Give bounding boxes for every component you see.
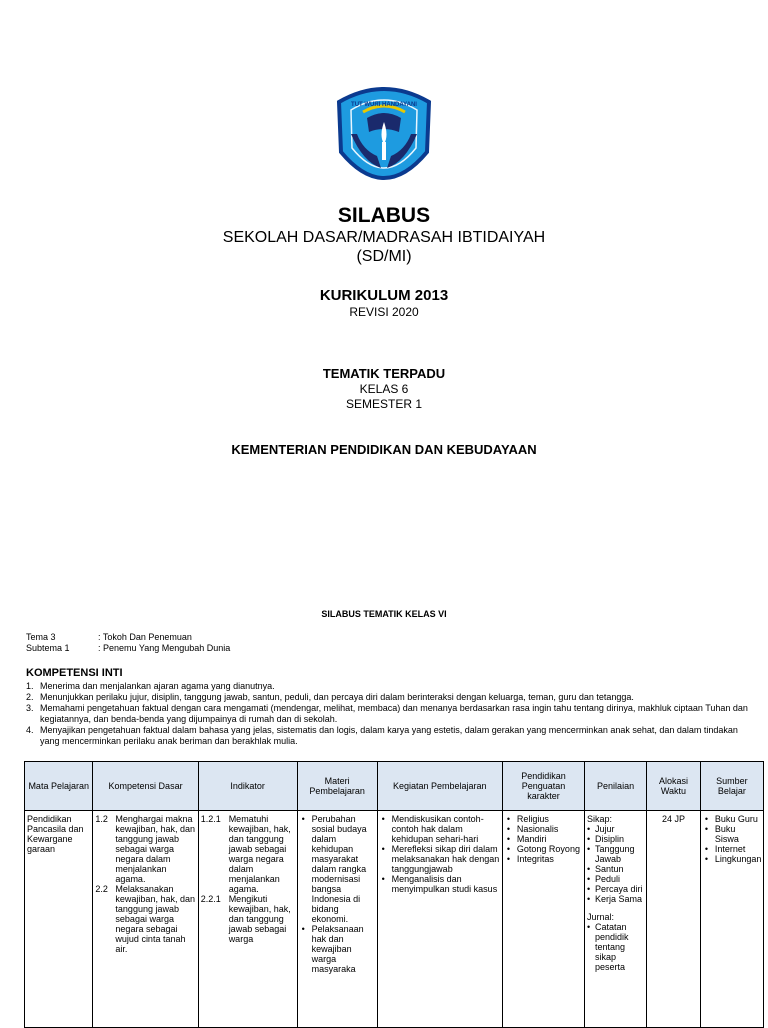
karakter-item: • Nasionalis <box>517 824 582 834</box>
kompetensi-inti-list <box>26 681 748 747</box>
cell-materi <box>297 811 377 1028</box>
materi-item: • Perubahan sosial budaya dalam kehidupan masyarakat dalam rangka modernisasi bangsa Indonesia di bidang ekonomi. <box>312 814 375 924</box>
cover-curriculum: KURIKULUM 2013 <box>319 287 449 304</box>
tema-value: : Tokoh Dan Penemuan <box>98 632 192 642</box>
cover-semester: SEMESTER 1 <box>345 397 423 411</box>
header-alokasi: Alokasi Waktu <box>647 762 701 811</box>
header-materi: Materi Pembelajaran <box>297 762 377 811</box>
karakter-item: • Religius <box>517 814 582 824</box>
header-kegiatan: Kegiatan Pembelajaran <box>377 762 502 811</box>
sumber-item: • Buku Guru <box>715 814 761 824</box>
penilaian-item: • Jujur <box>587 824 615 834</box>
penilaian-item: • Santun <box>587 864 624 874</box>
tema-label: Tema 3 <box>26 632 56 642</box>
cell-mapel: Pendidikan Pancasila dan Kewargane garaan <box>25 811 93 1028</box>
ki-number: 4. <box>26 725 34 735</box>
penilaian-text: Kerja Sama <box>595 894 643 904</box>
header-kompetensi-dasar: Kompetensi Dasar <box>93 762 198 811</box>
cell-kegiatan <box>377 811 502 1028</box>
kd-text: Melaksanakan kewajiban, hak, dan tanggung jawab sebagai warga negara sebagai wujud cinta tanah air. <box>115 884 195 954</box>
cell-sumber <box>700 811 763 1028</box>
ki-text: Menyajikan pengetahuan faktual dalam bahasa yang jelas, sistematis dan logis, dalam karya yang estetis, dalam gerakan yang mencerminkan anak sehat, dan dalam tindakan yang mencerminkan perilaku anak beriman dan berakhlak mulia. <box>40 725 738 746</box>
penilaian-text: Tanggung Jawab <box>595 844 635 864</box>
sumber-item: • Buku Siswa <box>715 824 761 844</box>
ki-number: 3. <box>26 703 34 713</box>
header-penilaian: Penilaian <box>585 762 647 811</box>
sumber-list <box>703 814 761 864</box>
penilaian-sikap-label: Sikap: <box>587 814 613 824</box>
cover-ministry: KEMENTERIAN PENDIDIKAN DAN KEBUDAYAAN <box>231 442 537 457</box>
penilaian-item: • Disiplin <box>587 834 625 844</box>
indikator-text: Mengikuti kewajiban, hak, dan tanggung jawab sebagai warga <box>228 894 291 944</box>
ki-item <box>26 703 748 725</box>
karakter-item: • Integritas <box>517 854 582 864</box>
penilaian-text: Catatan pendidik tentang sikap peserta <box>595 922 629 972</box>
ki-number: 2. <box>26 692 34 702</box>
ki-item <box>26 725 748 747</box>
cell-alokasi: 24 JP <box>647 811 701 1028</box>
cover-subject: TEMATIK TERPADU <box>322 366 446 381</box>
cover-school: SEKOLAH DASAR/MADRASAH IBTIDAIYAH <box>222 229 546 246</box>
ki-text: Memahami pengetahuan faktual dengan cara mengamati (mendengar, melihat, membaca) dan menanya berdasarkan rasa ingin tahu tentang dirinya, makhluk ciptaan Tuhan dan kegiatannya, dan benda-benda yang dijumpainya di rumah dan di sekolah. <box>40 703 748 724</box>
kd-item <box>95 814 195 884</box>
header-indikator: Indikator <box>198 762 297 811</box>
cover-grade: KELAS 6 <box>359 382 409 396</box>
ki-item <box>26 692 748 703</box>
kegiatan-item: • Menganalisis dan menyimpulkan studi kasus <box>392 874 500 894</box>
ki-number: 1. <box>26 681 34 691</box>
indikator-number: 1.2.1 <box>200 814 221 824</box>
penilaian-text: Santun <box>595 864 624 874</box>
subtema-label: Subtema 1 <box>26 643 70 653</box>
sumber-item: • Lingkungan <box>715 854 761 864</box>
tema-line <box>26 632 192 642</box>
header-mata-pelajaran: Mata Pelajaran <box>25 762 93 811</box>
indikator-number: 2.2.1 <box>200 894 221 904</box>
ki-item <box>26 681 748 692</box>
penilaian-text: Disiplin <box>595 834 625 844</box>
kegiatan-item: • Merefleksi sikap diri dalam melaksanakan hak dengan tanggungjawab <box>392 844 500 874</box>
subtema-value: : Penemu Yang Mengubah Dunia <box>98 643 231 653</box>
kegiatan-item: • Mendiskusikan contoh-contoh hak dalam kehidupan sehari-hari <box>392 814 500 844</box>
indikator-item <box>201 814 295 894</box>
cover-school-abbr: (SD/MI) <box>356 248 412 265</box>
cell-kd <box>93 811 198 1028</box>
ki-text: Menunjukkan perilaku jujur, disiplin, tanggung jawab, santun, peduli, dan percaya diri dalam berinteraksi dengan keluarga, teman, guru dan tetangga. <box>40 692 634 702</box>
penilaian-text: Percaya diri <box>595 884 643 894</box>
ki-text: Menerima dan menjalankan ajaran agama yang dianutnya. <box>40 681 275 691</box>
cell-penilaian <box>585 811 647 1028</box>
table-header-row <box>25 762 764 811</box>
karakter-list <box>505 814 582 864</box>
penilaian-item: • Kerja Sama <box>587 894 643 904</box>
karakter-item: • Gotong Royong <box>517 844 582 854</box>
kompetensi-inti-title: KOMPETENSI INTI <box>26 667 123 679</box>
cover-title: SILABUS <box>337 204 431 227</box>
indikator-text: Mematuhi kewajiban, hak, dan tanggung jawab sebagai warga negara dalam menjalankan agama. <box>228 814 291 894</box>
kegiatan-list <box>380 814 500 894</box>
materi-list <box>300 814 375 974</box>
subtema-line <box>26 643 230 653</box>
cover-revision: REVISI 2020 <box>349 305 419 319</box>
cell-indikator <box>198 811 297 1028</box>
kd-number: 1.2 <box>95 814 108 824</box>
penilaian-item: • Percaya diri <box>587 884 643 894</box>
penilaian-jurnal-label: Jurnal: <box>587 912 615 922</box>
tut-wuri-handayani-logo <box>329 82 439 194</box>
logo-motto: TUT WURI HANDAYANI <box>351 102 417 108</box>
penilaian-text: Jujur <box>595 824 615 834</box>
karakter-item: • Mandiri <box>517 834 582 844</box>
syllabus-heading: SILABUS TEMATIK KELAS VI <box>321 609 447 619</box>
table-row <box>25 811 764 1028</box>
penilaian-item: • Peduli <box>587 874 621 884</box>
syllabus-table <box>24 761 764 1028</box>
kd-item <box>95 884 195 954</box>
penilaian-text: Peduli <box>595 874 621 884</box>
header-karakter: Pendidikan Penguatan karakter <box>502 762 584 811</box>
cell-karakter <box>502 811 584 1028</box>
indikator-item <box>201 894 295 944</box>
kd-number: 2.2 <box>95 884 108 894</box>
materi-item: • Pelaksanaan hak dan kewajiban warga masyaraka <box>312 924 375 974</box>
penilaian-item: • Catatan pendidik tentang sikap peserta <box>587 922 629 972</box>
header-sumber: Sumber Belajar <box>700 762 763 811</box>
kd-text: Menghargai makna kewajiban, hak, dan tanggung jawab sebagai warga negara dalam menjalankan agama. <box>115 814 195 884</box>
penilaian-item: • Tanggung Jawab <box>587 844 635 864</box>
sumber-item: • Internet <box>715 844 761 854</box>
